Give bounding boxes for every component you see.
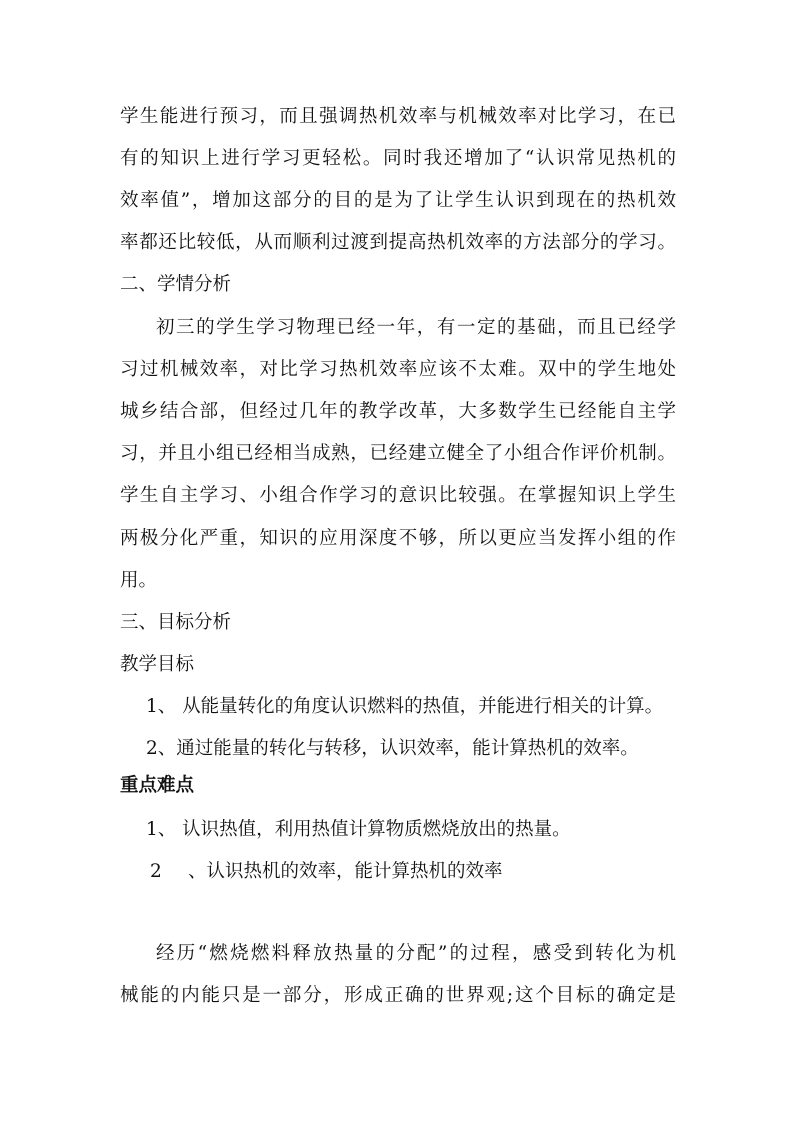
text-line: 学生自主学习、小组合作学习的意识比较强。在掌握知识上学生	[120, 485, 676, 506]
key-point-item: 1、 认识热值，利用热值计算物质燃烧放出的热量。	[146, 819, 571, 840]
text-line: 效率值”，增加这部分的目的是为了让学生认识到现在的热机效	[120, 190, 676, 211]
text-line: 械能的内能只是一部分，形成正确的世界观;这个目标的确定是	[120, 985, 676, 1006]
text-line: 用。	[120, 570, 158, 591]
text-line: 习过机械效率，对比学习热机效率应该不太难。双中的学生地处	[120, 359, 676, 380]
text-line: 有的知识上进行学习更轻松。同时我还增加了“认识常见热机的	[120, 148, 676, 169]
text-line: 城乡结合部，但经过几年的教学改革，大多数学生已经能自主学	[120, 401, 676, 422]
text-line: 习，并且小组已经相当成熟，已经建立健全了小组合作评价机制。	[120, 443, 676, 464]
key-point-number: 2	[150, 861, 162, 882]
goal-item: 1、 从能量转化的角度认识燃料的热值，并能进行相关的计算。	[146, 696, 664, 717]
text-line: 经历“燃烧燃料释放热量的分配”的过程，感受到转化为机	[156, 943, 676, 964]
text-line: 率都还比较低，从而顺利过渡到提高热机效率的方法部分的学习。	[120, 232, 676, 253]
section-heading-goal-analysis: 三、目标分析	[120, 612, 232, 633]
teaching-goals-label: 教学目标	[120, 654, 195, 675]
text-line: 初三的学生学习物理已经一年，有一定的基础，而且已经学	[156, 317, 676, 338]
text-line: 学生能进行预习，而且强调热机效率与机械效率对比学习，在已	[120, 106, 676, 127]
key-points-heading: 重点难点	[120, 775, 195, 796]
key-point-item: 、认识热机的效率，能计算热机的效率	[188, 861, 503, 882]
text-line: 两极分化严重，知识的应用深度不够，所以更应当发挥小组的作	[120, 528, 676, 549]
section-heading-student-analysis: 二、学情分析	[120, 274, 232, 295]
goal-item: 2、通过能量的转化与转移，认识效率，能计算热机的效率。	[146, 738, 639, 759]
